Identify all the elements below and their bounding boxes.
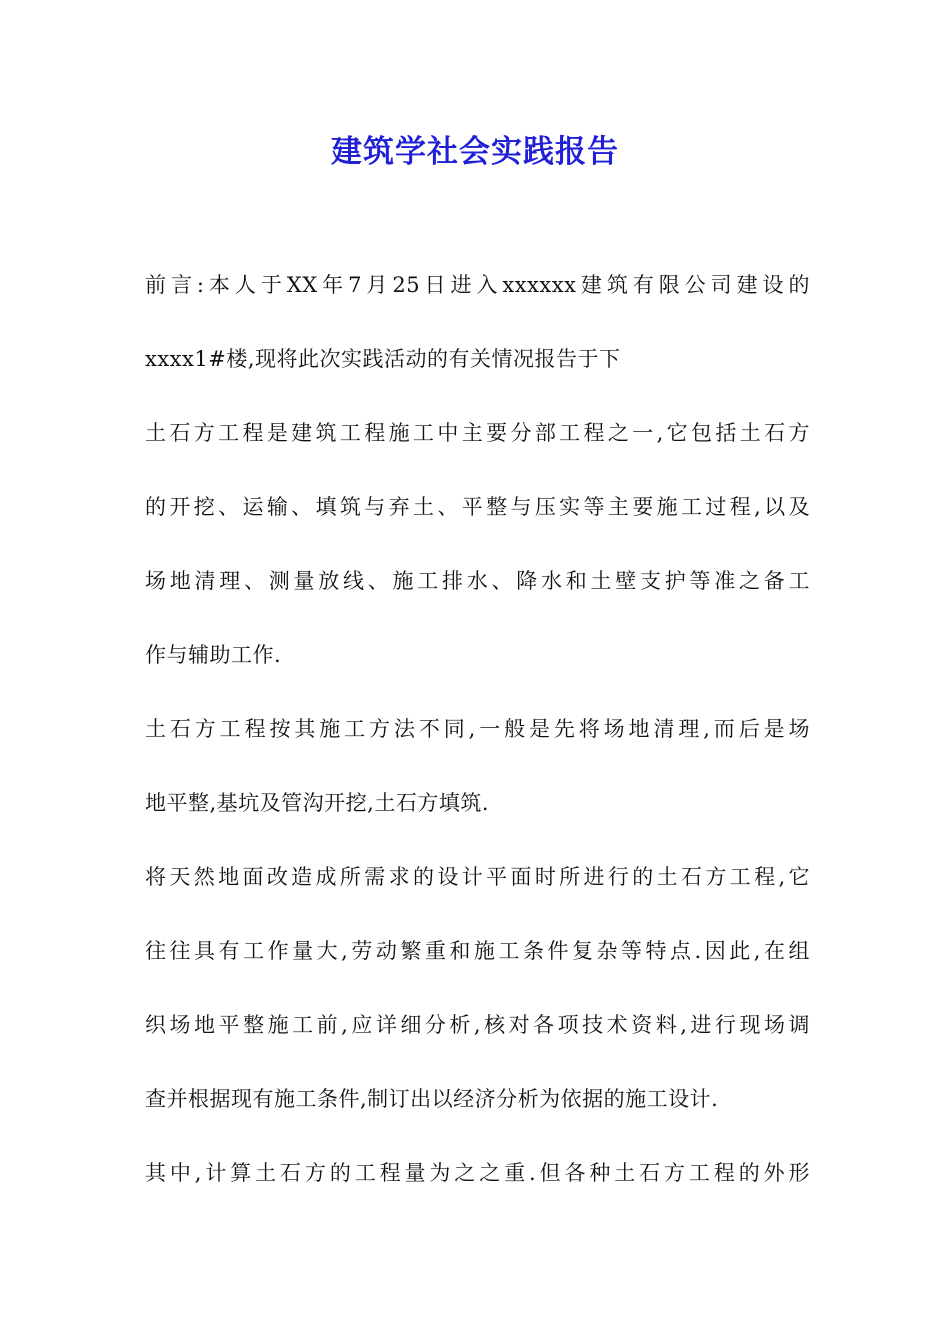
paragraph-line: 的开挖、运输、填筑与弃土、平整与压实等主要施工过程,以及 (145, 495, 810, 519)
paragraph-line: 查并根据现有施工条件,制订出以经济分析为依据的施工设计. (145, 1087, 719, 1111)
paragraph-line: 场地清理、测量放线、施工排水、降水和土壁支护等准之备工 (145, 569, 810, 593)
paragraph-line: 作与辅助工作. (145, 643, 282, 667)
paragraph-line: 土石方工程是建筑工程施工中主要分部工程之一,它包括土石方 (145, 421, 810, 445)
paragraph-line: 往往具有工作量大,劳动繁重和施工条件复杂等特点.因此,在组 (145, 939, 810, 963)
document-body (145, 262, 810, 1224)
paragraph-line: 地平整,基坑及管沟开挖,土石方填筑. (145, 791, 490, 815)
paragraph-line: xxxx1#楼,现将此次实践活动的有关情况报告于下 (145, 347, 621, 371)
paragraph-line: 将天然地面改造成所需求的设计平面时所进行的土石方工程,它 (145, 865, 810, 889)
paragraph-line: 其中,计算土石方的工程量为之之重.但各种土石方工程的外形 (145, 1161, 810, 1185)
paragraph-line: 织场地平整施工前,应详细分析,核对各项技术资料,进行现场调 (145, 1013, 810, 1037)
paragraph-line: 前言:本人于XX年7月25日进入xxxxxx建筑有限公司建设的 (145, 273, 810, 297)
paragraph-line: 土石方工程按其施工方法不同,一般是先将场地清理,而后是场 (145, 717, 810, 741)
document-title: 建筑学社会实践报告 (331, 134, 619, 170)
